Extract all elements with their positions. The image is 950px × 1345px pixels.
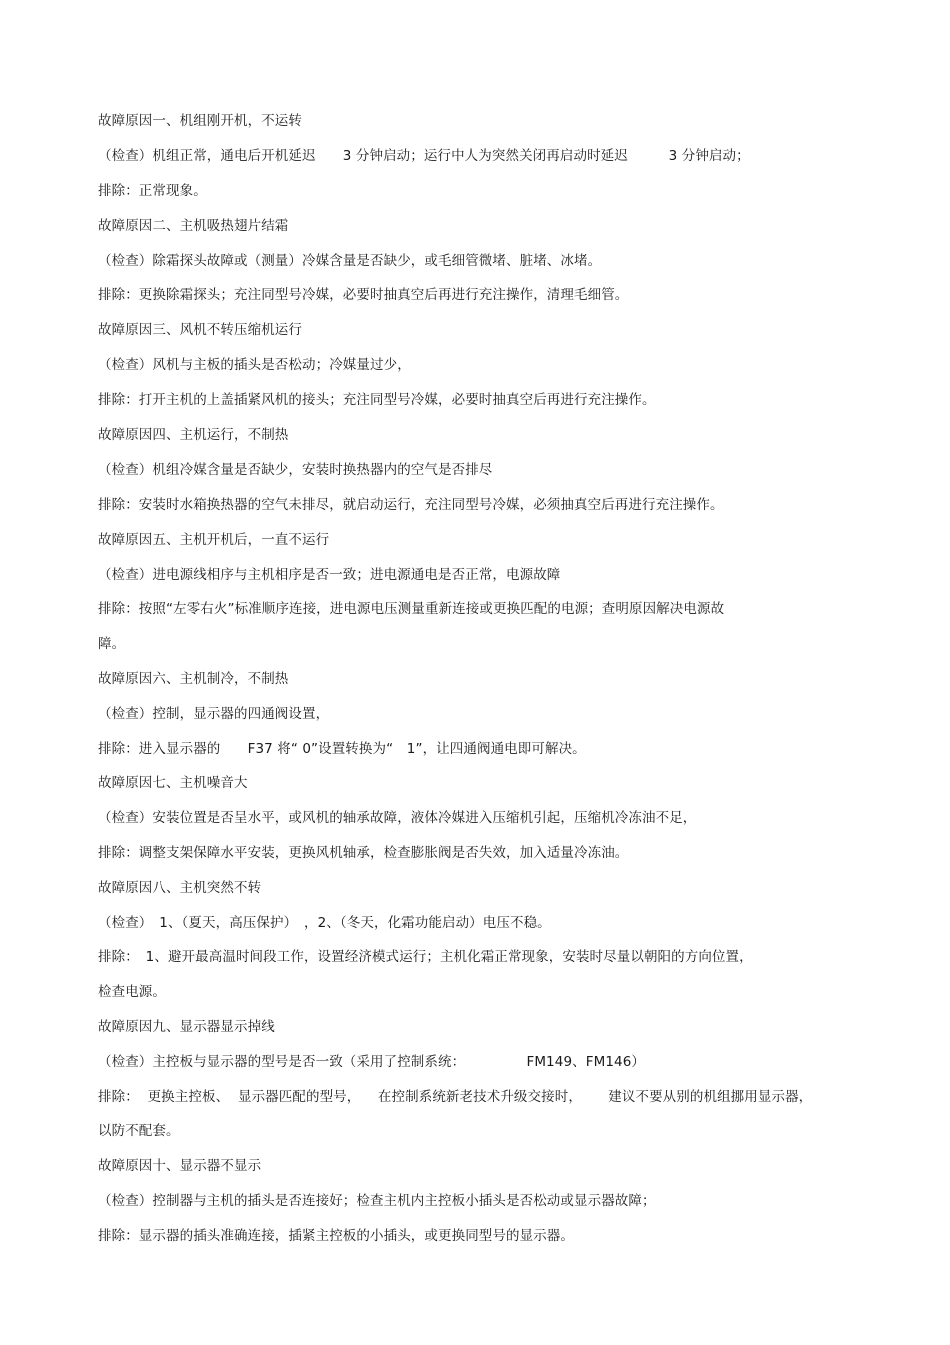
fault-check-4: （检查）机组冷媒含量是否缺少，安装时换热器内的空气是否排尽: [98, 462, 493, 478]
fault-fix-8: 排除： 1、避开最高温时间段工作，设置经济模式运行；主机化霜正常现象，安装时尽量以朝阳的方向位置，: [98, 949, 753, 965]
fault-heading-4: 故障原因四、主机运行，不制热: [98, 427, 289, 443]
fault-fix-7: 排除：调整支架保障水平安装，更换风机轴承，检查膨胀阀是否失效，加入适量冷冻油。: [98, 845, 629, 861]
fault-check-1: （检查）机组正常，通电后开机延迟 3 分钟启动；运行中人为突然关闭再启动时延迟 3 分钟启动；: [98, 148, 750, 164]
fault-fix-5: 排除：按照“左零右火”标准顺序连接，进电源电压测量重新连接或更换匹配的电源；查明原因解决电源故: [98, 601, 725, 617]
fault-heading-9: 故障原因九、显示器显示掉线: [98, 1019, 275, 1035]
fault-heading-2: 故障原因二、主机吸热翅片结霜: [98, 218, 289, 234]
fault-heading-1: 故障原因一、机组刚开机，不运转: [98, 113, 302, 129]
fault-check-9: （检查）主控板与显示器的型号是否一致（采用了控制系统： FM149、FM146）: [98, 1054, 646, 1070]
fault-heading-8: 故障原因八、主机突然不转: [98, 880, 262, 896]
fault-check-5: （检查）进电源线相序与主机相序是否一致；进电源通电是否正常，电源故障: [98, 567, 561, 583]
fault-fix-9-cont: 以防不配套。: [98, 1123, 180, 1139]
fault-fix-5-cont: 障。: [98, 636, 126, 652]
fault-fix-1: 排除：正常现象。: [98, 183, 207, 199]
fault-fix-6: 排除：进入显示器的 F37 将“ 0”设置转换为“ 1”，让四通阀通电即可解决。: [98, 741, 586, 757]
fault-check-10: （检查）控制器与主机的插头是否连接好；检查主机内主控板小插头是否松动或显示器故障；: [98, 1193, 656, 1209]
fault-heading-7: 故障原因七、主机噪音大: [98, 775, 248, 791]
fault-check-3: （检查）风机与主板的插头是否松动；冷媒量过少，: [98, 357, 411, 373]
fault-fix-3: 排除：打开主机的上盖插紧风机的接头；充注同型号冷媒，必要时抽真空后再进行充注操作。: [98, 392, 656, 408]
fault-heading-6: 故障原因六、主机制冷，不制热: [98, 671, 289, 687]
fault-check-6: （检查）控制，显示器的四通阀设置，: [98, 706, 330, 722]
fault-check-8: （检查） 1、（夏天，高压保护） ，2、（冬天，化霜功能启动）电压不稳。: [98, 915, 551, 931]
fault-check-2: （检查）除霜探头故障或（测量）冷媒含量是否缺少，或毛细管微堵、脏堵、冰堵。: [98, 253, 602, 269]
fault-fix-2: 排除：更换除霜探头；充注同型号冷媒，必要时抽真空后再进行充注操作，清理毛细管。: [98, 287, 629, 303]
fault-heading-3: 故障原因三、风机不转压缩机运行: [98, 322, 302, 338]
fault-fix-8-cont: 检查电源。: [98, 984, 166, 1000]
fault-fix-10: 排除：显示器的插头准确连接，插紧主控板的小插头，或更换同型号的显示器。: [98, 1228, 574, 1244]
fault-heading-5: 故障原因五、主机开机后，一直不运行: [98, 532, 330, 548]
fault-heading-10: 故障原因十、显示器不显示: [98, 1158, 262, 1174]
fault-fix-4: 排除：安装时水箱换热器的空气未排尽，就启动运行，充注同型号冷媒，必须抽真空后再进行充注操作。: [98, 497, 724, 513]
fault-fix-9: 排除： 更换主控板、 显示器匹配的型号， 在控制系统新老技术升级交接时， 建议不要从别的机组挪用显示器，: [98, 1089, 813, 1105]
fault-check-7: （检查）安装位置是否呈水平，或风机的轴承故障，液体冷媒进入压缩机引起，压缩机冷冻油不足，: [98, 810, 697, 826]
